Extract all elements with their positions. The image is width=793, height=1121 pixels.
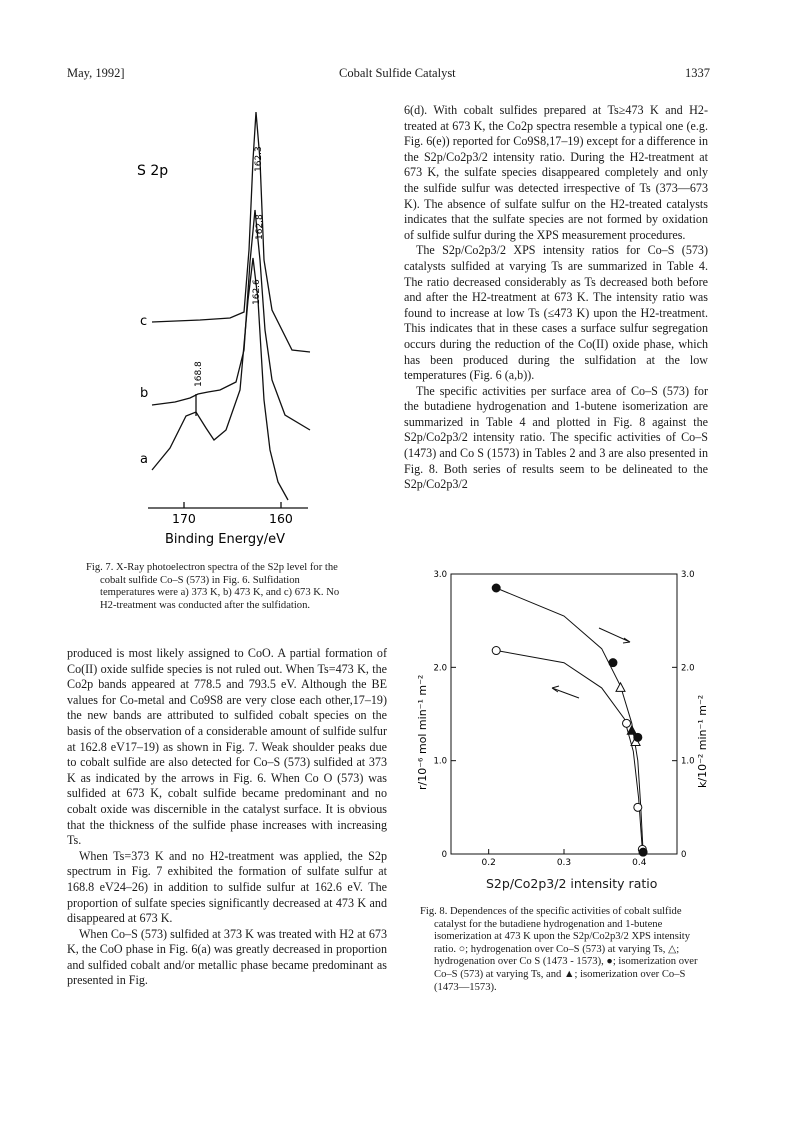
paragraph: The S2p/Co2p3/2 XPS intensity ratios for Co–S (573) catalysts sulfided at varying Ts are summarized in Table 4. The ratio decreased considerably as Ts decreased both before and after the H2-treatment at 673 K. The intensity ratio was found to increase at low Ts (≤473 K) upon the H2-treatment. This indicates that in these cases a surface sulfur segregation occurs during the reduction of the Co(II) oxide phase, which has been produced during the sulfidation at the low temperatures (Fig. 6 (a,b)). bbox=[404, 243, 708, 383]
isomerization-trend-curve bbox=[496, 588, 643, 852]
peak-label-c: 162.3 bbox=[254, 146, 264, 172]
running-header-title: Cobalt Sulfide Catalyst bbox=[339, 66, 456, 80]
y-axis-label-left: r/10⁻⁶ mol min⁻¹ m⁻² bbox=[416, 674, 429, 790]
x-axis-label: S2p/Co2p3/2 intensity ratio bbox=[486, 876, 658, 891]
paragraph: When Ts=373 K and no H2-treatment was applied, the S2p spectrum in Fig. 7 exhibited the formation of sulfate sulfur at 168.8 eV24–26) in addition to sulfide sulfur at 162.6 eV. The proportion of sulfate species significantly decreased at 473 K and disappeared at 673 K. bbox=[67, 848, 387, 926]
y-tick-label-right: 2.0 bbox=[681, 663, 695, 674]
data-point-open-circle bbox=[492, 647, 500, 655]
data-point-open-circle bbox=[634, 803, 642, 811]
arrow-hydrogenation bbox=[552, 686, 579, 698]
y-axis-label-right: k/10⁻² min⁻¹ m⁻² bbox=[696, 694, 709, 788]
x-axis-label: Binding Energy/eV bbox=[165, 532, 286, 547]
x-tick-label: 0.4 bbox=[632, 858, 647, 868]
figure-7-caption: Fig. 7. X-Ray photoelectron spectra of the S2p level for the cobalt sulfide Co–S (573) in Fig. 6. Sulfidation temperatures were a) 373 K, b) 473 K, and c) 673 K. No H2-treatment was conducted after the sulfidation. bbox=[86, 562, 340, 611]
data-point-filled-circle bbox=[492, 584, 500, 592]
peak-label-a: 162.6 bbox=[252, 279, 262, 305]
data-point-filled-circle bbox=[609, 659, 617, 667]
data-point-open-triangle bbox=[616, 683, 625, 692]
curve-label-c: c bbox=[140, 314, 148, 329]
curve-label-a: a bbox=[140, 452, 148, 467]
y-tick-label-right: 1.0 bbox=[681, 756, 695, 767]
x-tick-label: 0.2 bbox=[481, 858, 496, 868]
paragraph: 6(d). With cobalt sulfides prepared at Ts≥473 K and H2-treated at 673 K, the Co2p spectra resemble a typical one (e.g. Fig. 6(e)) reported for Co9S8,17–19) except for a difference in the S2p/Co2p3/2 intensity ratio. During the H2-treatment at 673 K, the sulfate species disappeared completely and only the sulfide sulfur was detected irrespective of Ts (373—673 K). The absence of sulfate sulfur on the H2-treated catalysts indicates that the sulfate species are not formed by oxidation of sulfide sulfur during the XPS measurement procedures. bbox=[404, 103, 708, 242]
y-tick-label-right: 0 bbox=[681, 850, 687, 860]
peak-label-b: 162.8 bbox=[255, 214, 265, 240]
running-header-date: May, 1992] bbox=[67, 66, 125, 80]
data-point-filled-circle bbox=[639, 848, 647, 856]
figure-8-activity-plot bbox=[404, 560, 714, 900]
spectrum-b bbox=[152, 210, 310, 430]
tick-label-170: 170 bbox=[172, 511, 196, 526]
paragraph: produced is most likely assigned to CoO. A partial formation of Co(II) oxide sulfide species is not ruled out. When Ts=473 K, the Co2p bands appeared at 778.5 and 793.5 eV. Although the BE values for Co-metal and Co9S8 are very close each other,17–19) the new bands are attributed to sulfided cobalt species on the basis of the observation of a considerable amount of sulfide sulfur at 162.8 eV17–19) as shown in Fig. 7. Weak shoulder peaks due to cobalt sulfide are also detected for Co–S (573) sulfided at 373 K as indicated by the arrows in Fig. 6. When Co O (573) was sulfided at 673 K, cobalt sulfide became predominant and no cobalt oxide was discernible in the catalyst surface. It is obvious that the thickness of the sulfide phase increases with increasing Ts. bbox=[67, 646, 387, 848]
tick-label-160: 160 bbox=[269, 511, 293, 526]
right-column-text bbox=[404, 103, 708, 493]
arrow-isomerization bbox=[599, 628, 630, 643]
paragraph: When Co–S (573) sulfided at 373 K was treated with H2 at 673 K, the CoO phase in Fig. 6(a) was greatly decreased in proportion and sulfided cobalt and/or metallic phase became predominant as presented in Fig. bbox=[67, 926, 387, 988]
left-column-text bbox=[67, 646, 387, 989]
x-tick-label: 0.3 bbox=[556, 858, 572, 868]
paragraph: The specific activities per surface area of Co–S (573) for the butadiene hydrogenation and 1-butene isomerization are summarized in Table 4 and plotted in Fig. 8 against the S2p/Co2p3/2 intensity ratio. The specific activities of Co–S (1473) and Co S (1573) in Tables 2 and 3 are also presented in Fig. 8. Both series of results seem to be delineated to the S2p/Co2p3/2 bbox=[404, 383, 708, 492]
spectrum-label: S 2p bbox=[137, 163, 169, 179]
y-tick-label-left: 2.0 bbox=[433, 663, 447, 674]
spectrum-c bbox=[152, 112, 310, 352]
y-tick-label-left: 3.0 bbox=[433, 570, 447, 580]
page-number: 1337 bbox=[685, 66, 710, 80]
figure-7-xps-spectra bbox=[0, 0, 400, 560]
figure-8-caption: Fig. 8. Dependences of the specific activities of cobalt sulfide catalyst for the butadiene hydrogenation and 1-butene isomerization at 473 K upon the S2p/Co2p3/2 XPS intensity ratio. ○; hydrogenation over Co–S (573) at varying Ts, △; hydrogenation over Co S (1473 - 1573), ●; isomerization over Co–S (573) at varying Ts, and ▲; isomerization over Co–S (1473—1573). bbox=[420, 906, 698, 993]
peak-label-sulfate: 168.8 bbox=[194, 361, 204, 387]
hydrogenation-trend-curve bbox=[496, 651, 642, 850]
spectrum-a bbox=[152, 258, 288, 500]
y-tick-label-left: 1.0 bbox=[433, 756, 447, 767]
curve-label-b: b bbox=[140, 386, 149, 401]
data-point-open-circle bbox=[623, 719, 631, 727]
y-tick-label-left: 0 bbox=[441, 850, 447, 860]
y-tick-label-right: 3.0 bbox=[681, 570, 695, 580]
